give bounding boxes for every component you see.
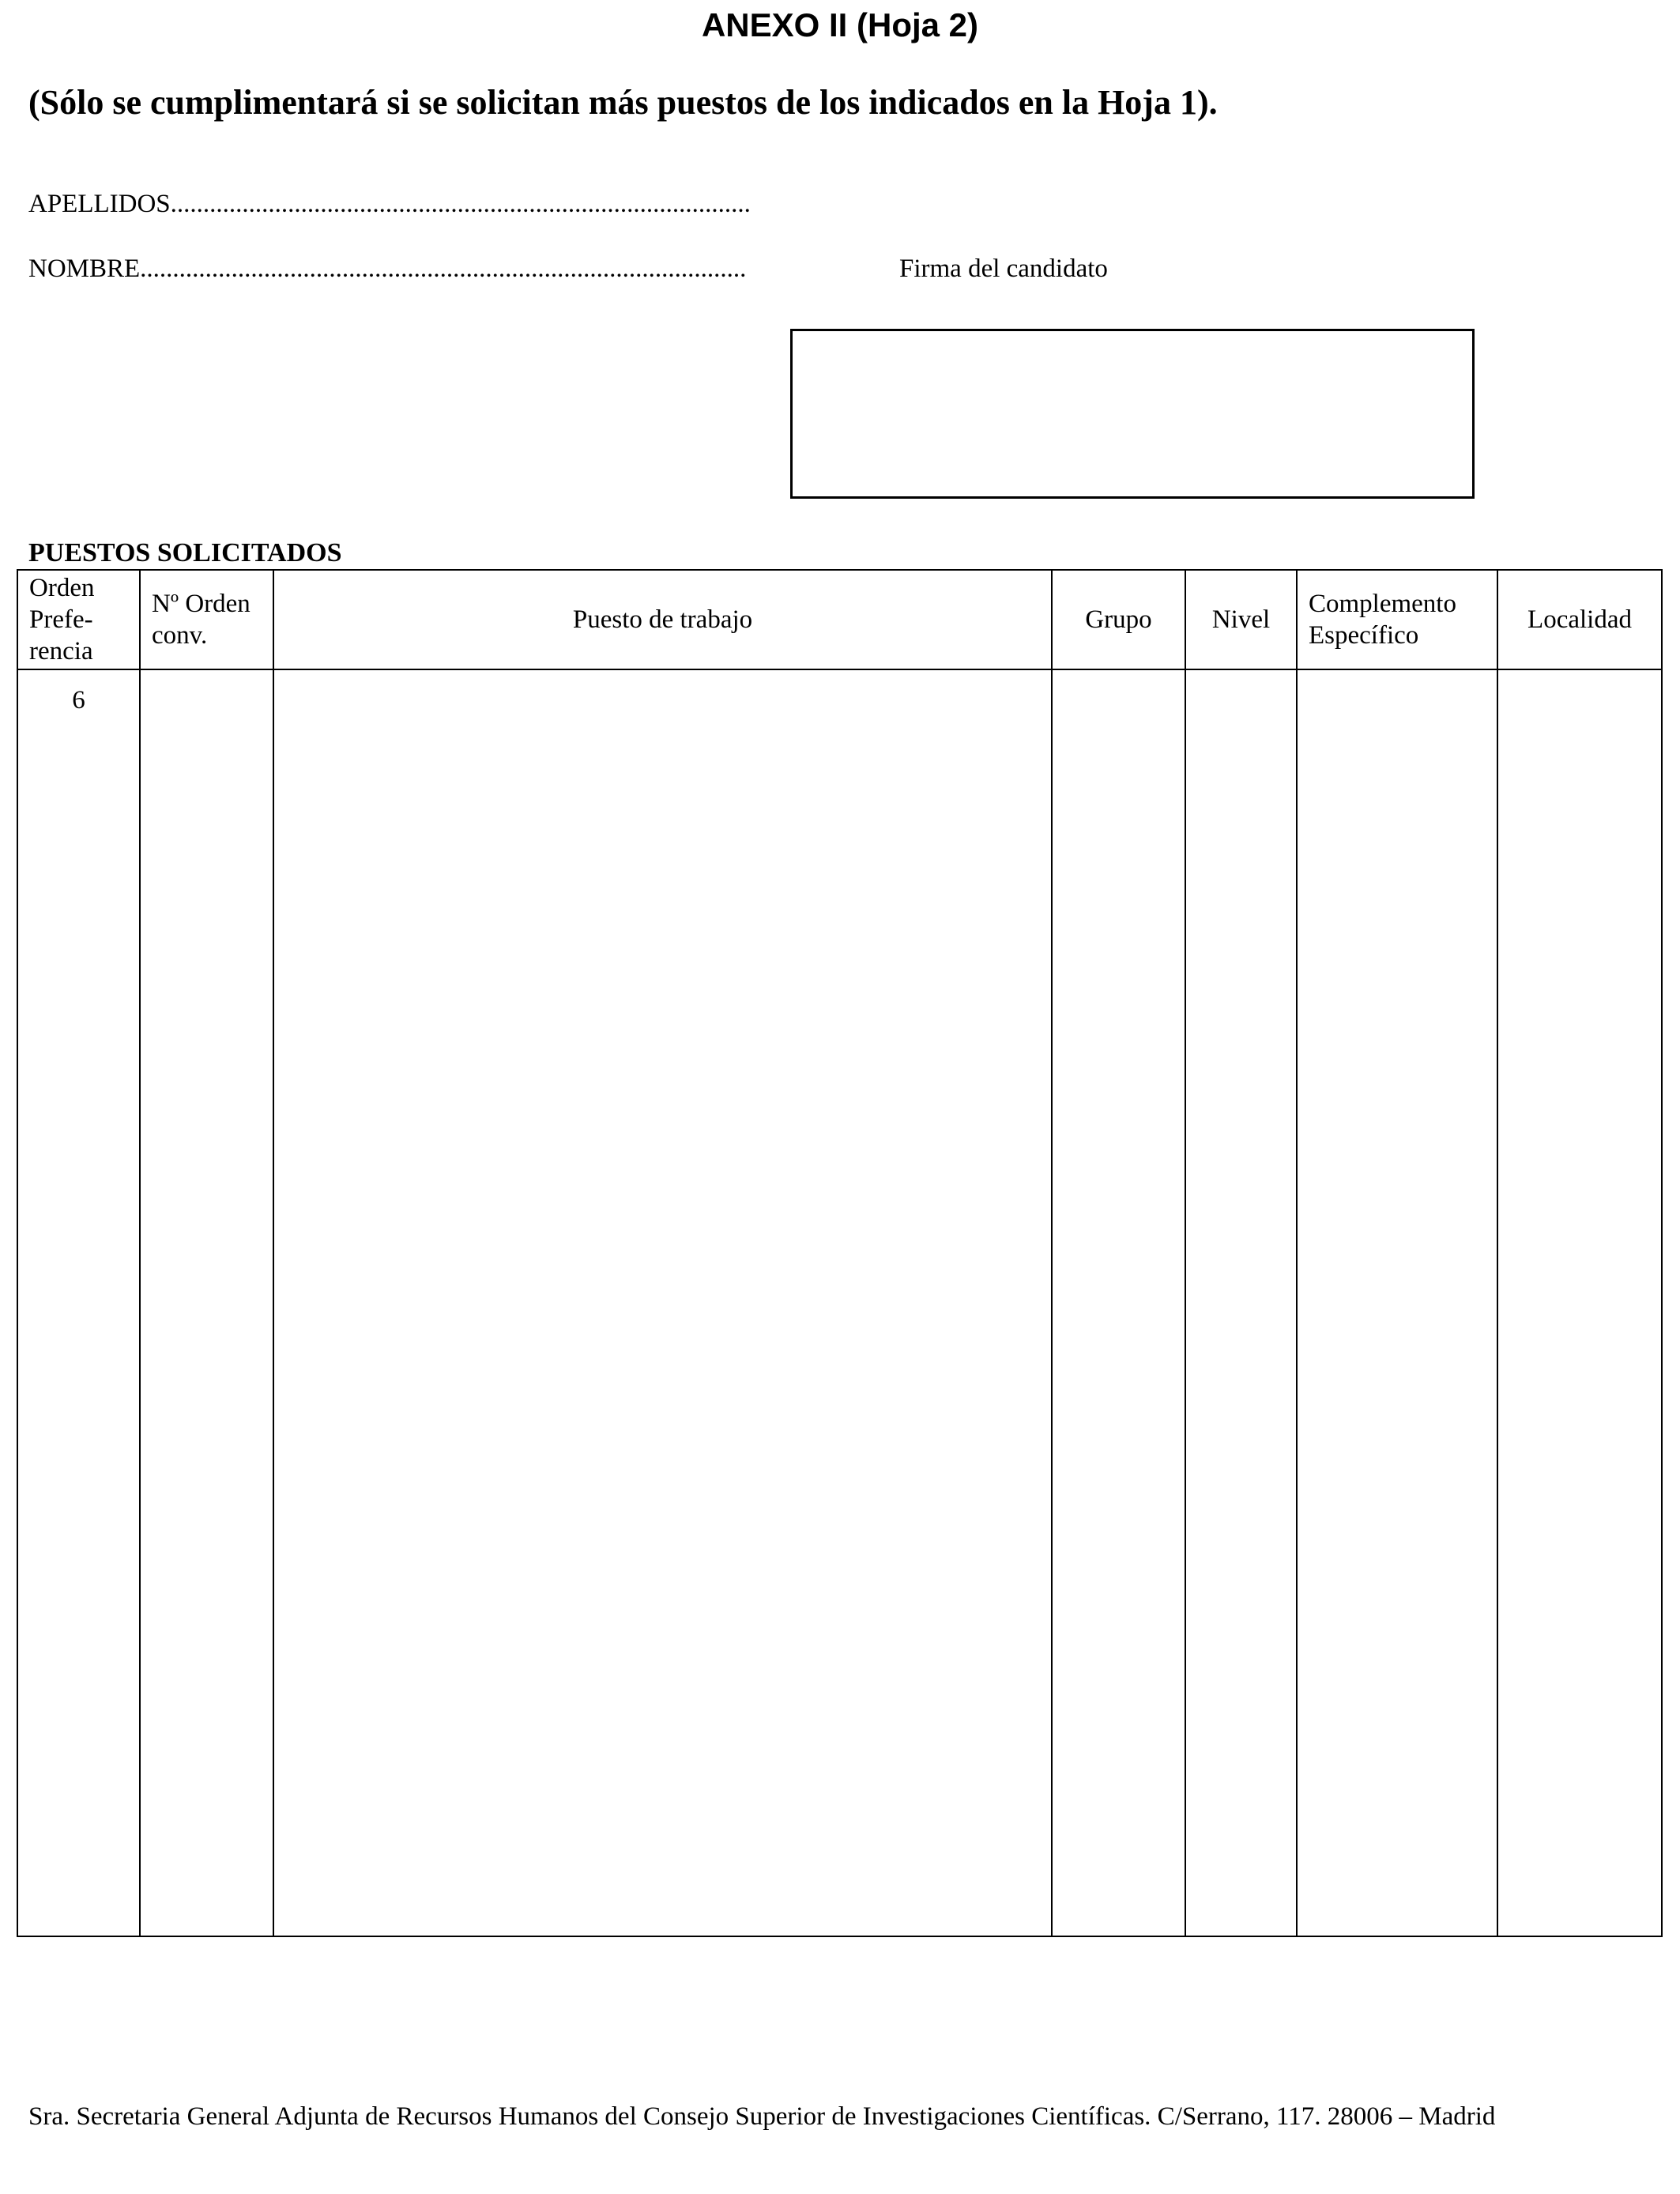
table-header-row <box>17 570 1662 669</box>
page-subtitle: (Sólo se cumplimentará si se solicitan más puestos de los indicados en la Hoja 1). <box>28 83 1218 122</box>
header-text: rencia <box>29 637 93 665</box>
header-orden-preferencia <box>17 570 140 669</box>
header-text: Nº Orden <box>152 590 250 618</box>
header-nivel: Nivel <box>1185 570 1297 669</box>
firma-label: Firma del candidato <box>899 254 1108 283</box>
cell-grupo[interactable] <box>1052 669 1185 1936</box>
footer-address: Sra. Secretaria General Adjunta de Recursos Humanos del Consejo Superior de Investigaciones Científicas. C/Serrano, 117. 28006 – Madrid <box>28 2102 1496 2131</box>
cell-n-orden-conv[interactable] <box>140 669 273 1936</box>
header-puesto: Puesto de trabajo <box>273 570 1052 669</box>
apellidos-field[interactable]: APELLIDOS......................................................................................... <box>28 190 751 218</box>
puestos-table <box>17 569 1663 1937</box>
header-n-orden-conv <box>140 570 273 669</box>
table-row <box>17 669 1662 1936</box>
cell-localidad[interactable] <box>1497 669 1662 1936</box>
cell-complemento[interactable] <box>1297 669 1497 1936</box>
cell-puesto[interactable] <box>273 669 1052 1936</box>
cell-orden-preferencia[interactable]: 6 <box>17 669 140 1936</box>
header-text: Orden <box>29 574 95 602</box>
page-title: ANEXO II (Hoja 2) <box>701 6 979 43</box>
header-text: Específico <box>1309 621 1419 650</box>
header-text: conv. <box>152 621 208 650</box>
header-complemento <box>1297 570 1497 669</box>
header-text: Complemento <box>1309 590 1456 618</box>
signature-box[interactable] <box>790 329 1475 499</box>
header-text: Prefe- <box>29 605 93 634</box>
nombre-field[interactable]: NOMBRE............................................................................................. <box>28 254 747 283</box>
header-localidad: Localidad <box>1497 570 1662 669</box>
header-grupo: Grupo <box>1052 570 1185 669</box>
cell-nivel[interactable] <box>1185 669 1297 1936</box>
section-heading: PUESTOS SOLICITADOS <box>28 538 342 567</box>
